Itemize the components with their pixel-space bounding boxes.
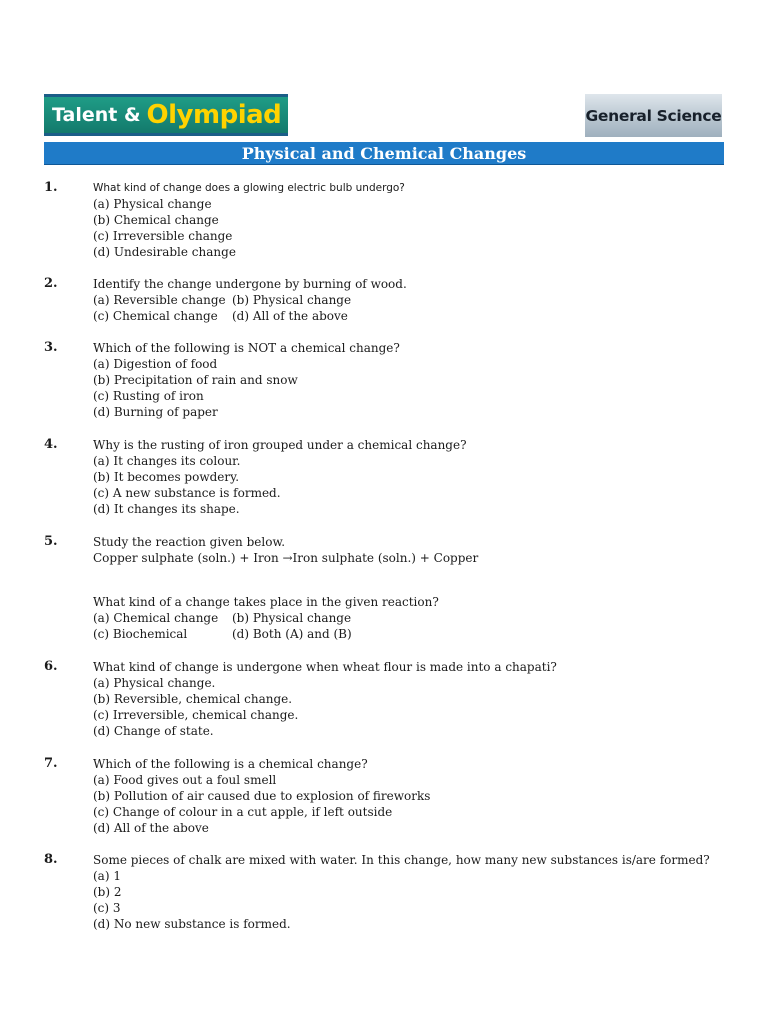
reaction-equation: Copper sulphate (soln.) + Iron →Iron sulphate (soln.) + Copper — [93, 551, 479, 565]
option-b: (b) Chemical change — [93, 213, 219, 227]
question-stem: Some pieces of chalk are mixed with water. In this change, how many new substances is/are formed? — [93, 853, 710, 867]
question-stem: Why is the rusting of iron grouped under a chemical change? — [93, 438, 467, 452]
option-d: (d) All of the above — [232, 309, 348, 323]
option-d: (d) All of the above — [93, 821, 209, 835]
option-a: (a) 1 — [93, 869, 121, 883]
option-b: (b) Physical change — [232, 611, 352, 625]
option-d: (d) Both (A) and (B) — [232, 627, 352, 641]
option-a: (a) Food gives out a foul smell — [93, 773, 277, 787]
title-bar — [44, 142, 724, 165]
general-science-logo — [585, 94, 722, 137]
question-stem: Identify the change undergone by burning of wood. — [93, 277, 407, 291]
option-c: (c) A new substance is formed. — [93, 486, 281, 500]
option-d: (d) Change of state. — [93, 724, 214, 738]
option-c: (c) Change of colour in a cut apple, if left outside — [93, 805, 393, 819]
option-c: (c) Rusting of iron — [93, 389, 204, 403]
question-number: 7. — [44, 756, 58, 771]
question-stem-2: What kind of a change takes place in the given reaction? — [93, 595, 439, 609]
option-a: (a) Physical change. — [93, 676, 216, 690]
option-c: (c) Irreversible change — [93, 229, 233, 243]
logo-text-olympiad: Olympiad — [146, 100, 282, 130]
question-stem: What kind of change does a glowing electric bulb undergo? — [93, 182, 405, 194]
option-c: (c) 3 — [93, 901, 121, 915]
option-a: (a) Reversible change — [93, 293, 226, 307]
option-c: (c) Irreversible, chemical change. — [93, 708, 299, 722]
option-b: (b) Pollution of air caused due to explosion of fireworks — [93, 789, 431, 803]
option-c: (c) Biochemical — [93, 627, 188, 641]
logo-text-talent: Talent & — [52, 104, 141, 126]
option-b: (b) It becomes powdery. — [93, 470, 240, 484]
question-number: 2. — [44, 276, 58, 291]
option-d: (d) It changes its shape. — [93, 502, 240, 516]
question-number: 8. — [44, 852, 58, 867]
question-stem: Study the reaction given below. — [93, 535, 286, 549]
option-b: (b) 2 — [93, 885, 122, 899]
option-d: (d) No new substance is formed. — [93, 917, 291, 931]
question-stem: What kind of change is undergone when wheat flour is made into a chapati? — [93, 660, 557, 674]
question-number: 3. — [44, 340, 58, 355]
talent-olympiad-logo — [44, 94, 288, 136]
option-a: (a) Physical change — [93, 197, 212, 211]
option-a: (a) It changes its colour. — [93, 454, 241, 468]
option-b: (b) Physical change — [232, 293, 352, 307]
option-b: (b) Precipitation of rain and snow — [93, 373, 298, 387]
question-stem: Which of the following is a chemical change? — [93, 757, 368, 771]
question-number: 6. — [44, 659, 58, 674]
question-number: 5. — [44, 534, 58, 549]
question-stem: Which of the following is NOT a chemical change? — [93, 341, 400, 355]
option-c: (c) Chemical change — [93, 309, 218, 323]
question-number: 4. — [44, 437, 58, 452]
question-number: 1. — [44, 180, 58, 195]
option-a: (a) Digestion of food — [93, 357, 218, 371]
option-d: (d) Undesirable change — [93, 245, 236, 259]
option-d: (d) Burning of paper — [93, 405, 218, 419]
page-title: Physical and Chemical Changes — [241, 143, 527, 163]
option-b: (b) Reversible, chemical change. — [93, 692, 293, 706]
logo-text-general-science: General Science — [585, 106, 722, 125]
option-a: (a) Chemical change — [93, 611, 219, 625]
